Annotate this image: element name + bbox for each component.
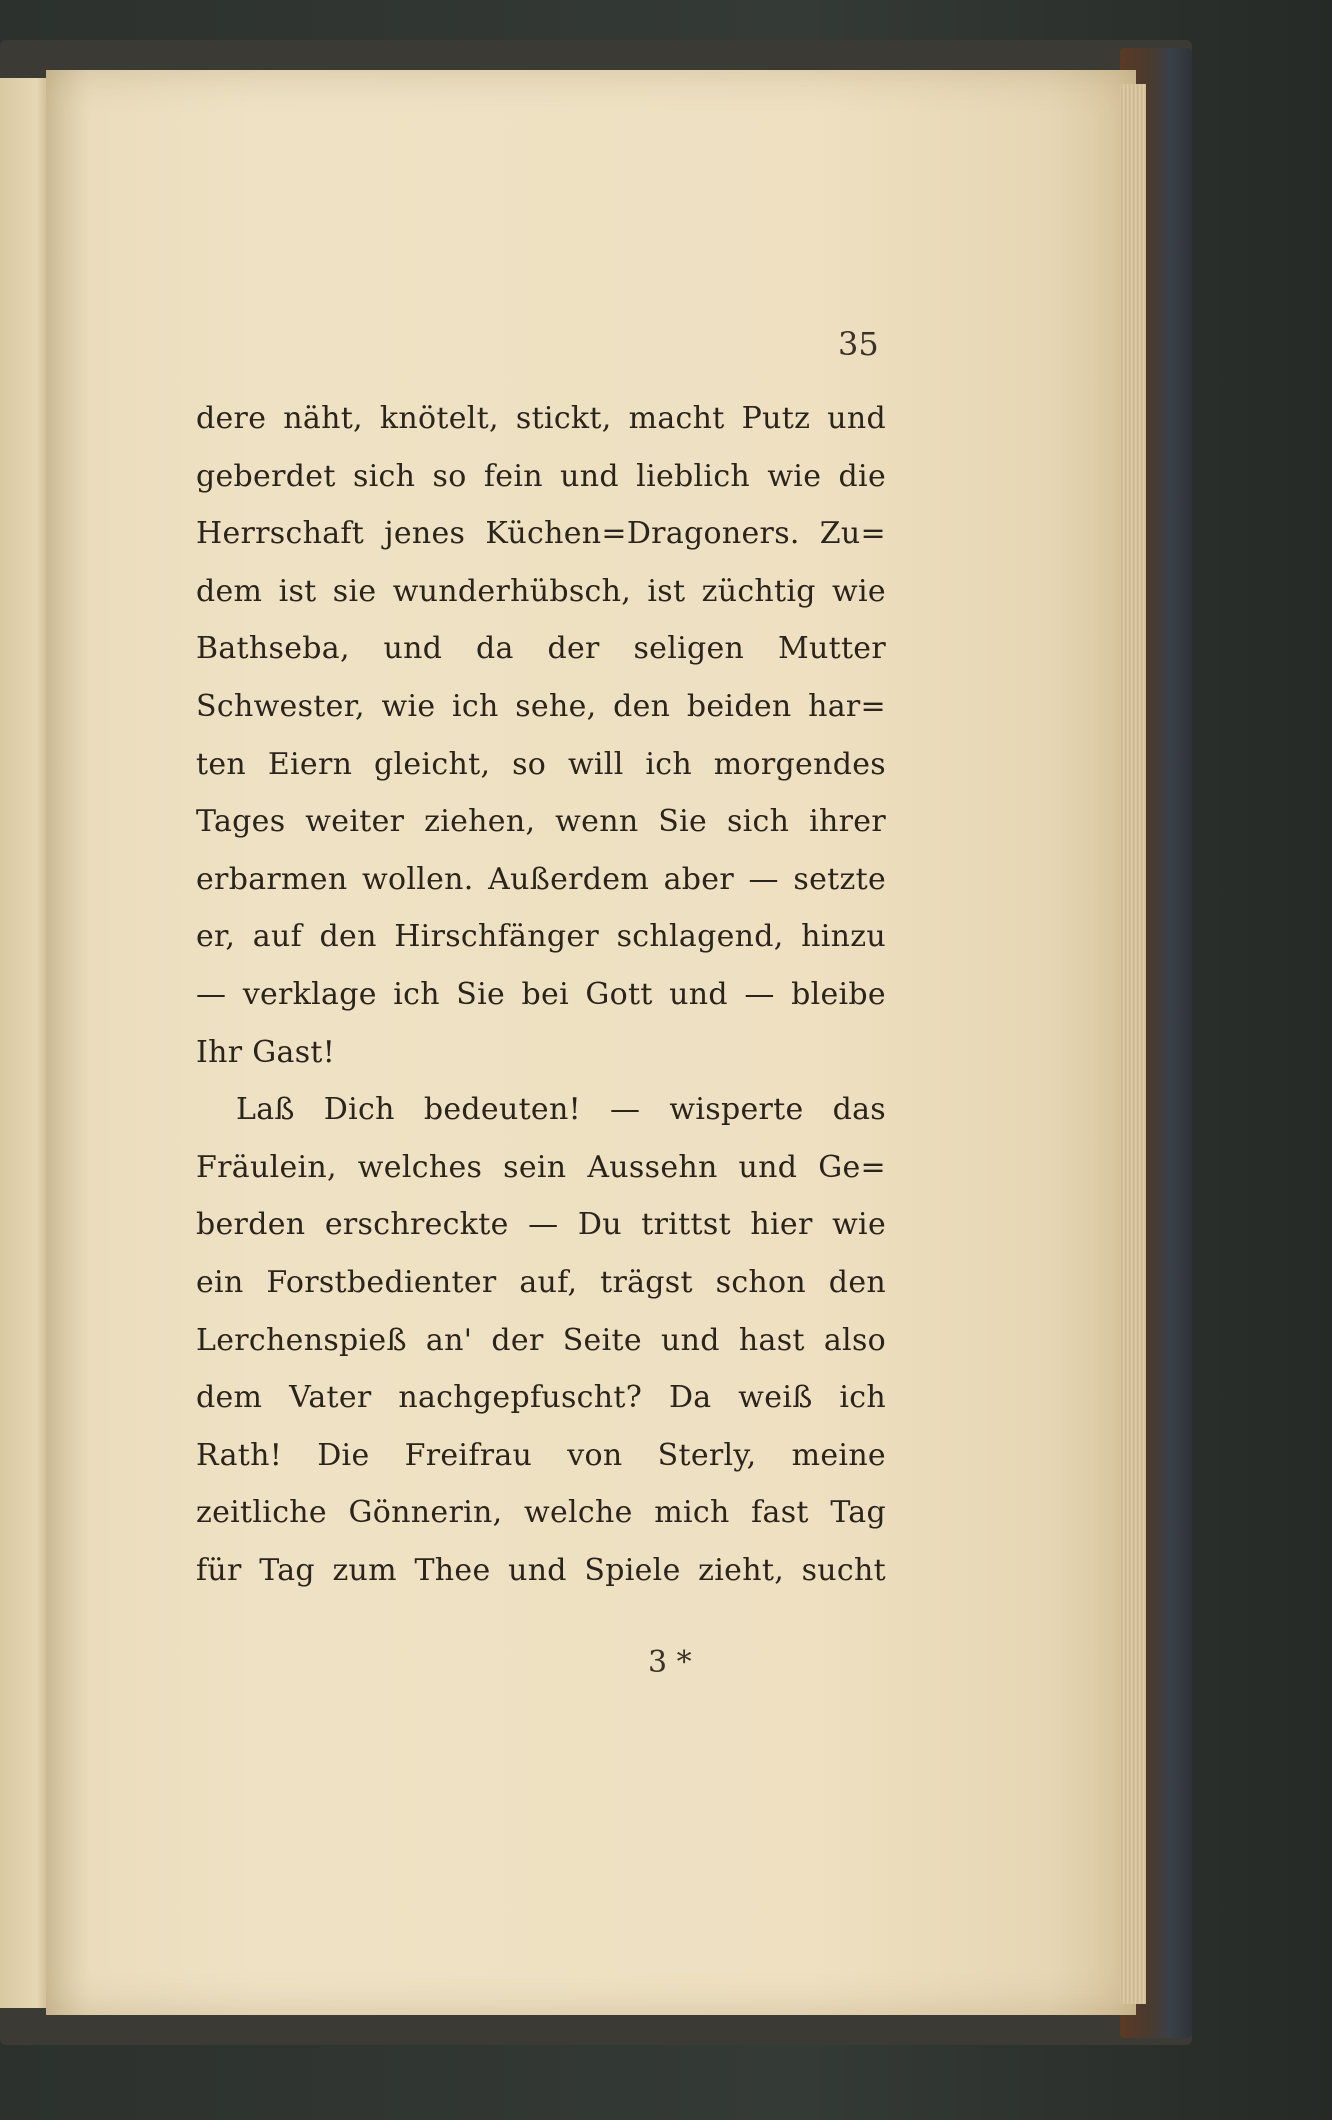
text-line: Schwester, wie ich sehe, den beiden har=: [196, 688, 886, 724]
text-line: er, auf den Hirschfänger schlagend, hinzu: [196, 919, 886, 955]
text-line: dere näht, knötelt, stickt, macht Putz und: [196, 401, 886, 436]
page-number: 35: [838, 325, 879, 363]
printer-signature-mark: 3 *: [648, 1645, 692, 1680]
text-line: erbarmen wollen. Außerdem aber — setzte: [196, 861, 886, 897]
text-line: ein Forstbedienter auf, trägst schon den: [196, 1264, 886, 1300]
text-line: Bathseba, und da der seligen Mutter: [196, 631, 886, 667]
page-text: [196, 390, 886, 1599]
text-line: Ihr Gast!: [196, 1034, 336, 1070]
page-stack-edges: [1120, 84, 1146, 2004]
text-line: Fräulein, welches sein Aussehn und Ge=: [196, 1149, 886, 1185]
text-line: ten Eiern gleicht, so will ich morgendes: [196, 746, 886, 782]
text-line: zeitliche Gönnerin, welche mich fast Tag: [196, 1495, 886, 1531]
text-line: dem ist sie wunderhübsch, ist züchtig wie: [196, 573, 886, 609]
text-line: Lerchenspieß an' der Seite und hast also: [196, 1322, 886, 1358]
previous-page-edge: [0, 78, 52, 2008]
text-line: geberdet sich so fein und lieblich wie die: [196, 458, 886, 494]
text-line: Tages weiter ziehen, wenn Sie sich ihrer: [196, 804, 886, 840]
text-line: Laß Dich bedeuten! — wisperte das: [236, 1092, 886, 1128]
text-line: Rath! Die Freifrau von Sterly, meine: [196, 1437, 886, 1473]
text-line: berden erschreckte — Du trittst hier wie: [196, 1207, 886, 1243]
text-line: für Tag zum Thee und Spiele zieht, sucht: [196, 1552, 886, 1588]
text-line: dem Vater nachgepfuscht? Da weiß ich: [196, 1380, 886, 1416]
text-line: Herrschaft jenes Küchen=Dragoners. Zu=: [196, 516, 886, 552]
text-line: — verklage ich Sie bei Gott und — bleibe: [196, 976, 886, 1012]
